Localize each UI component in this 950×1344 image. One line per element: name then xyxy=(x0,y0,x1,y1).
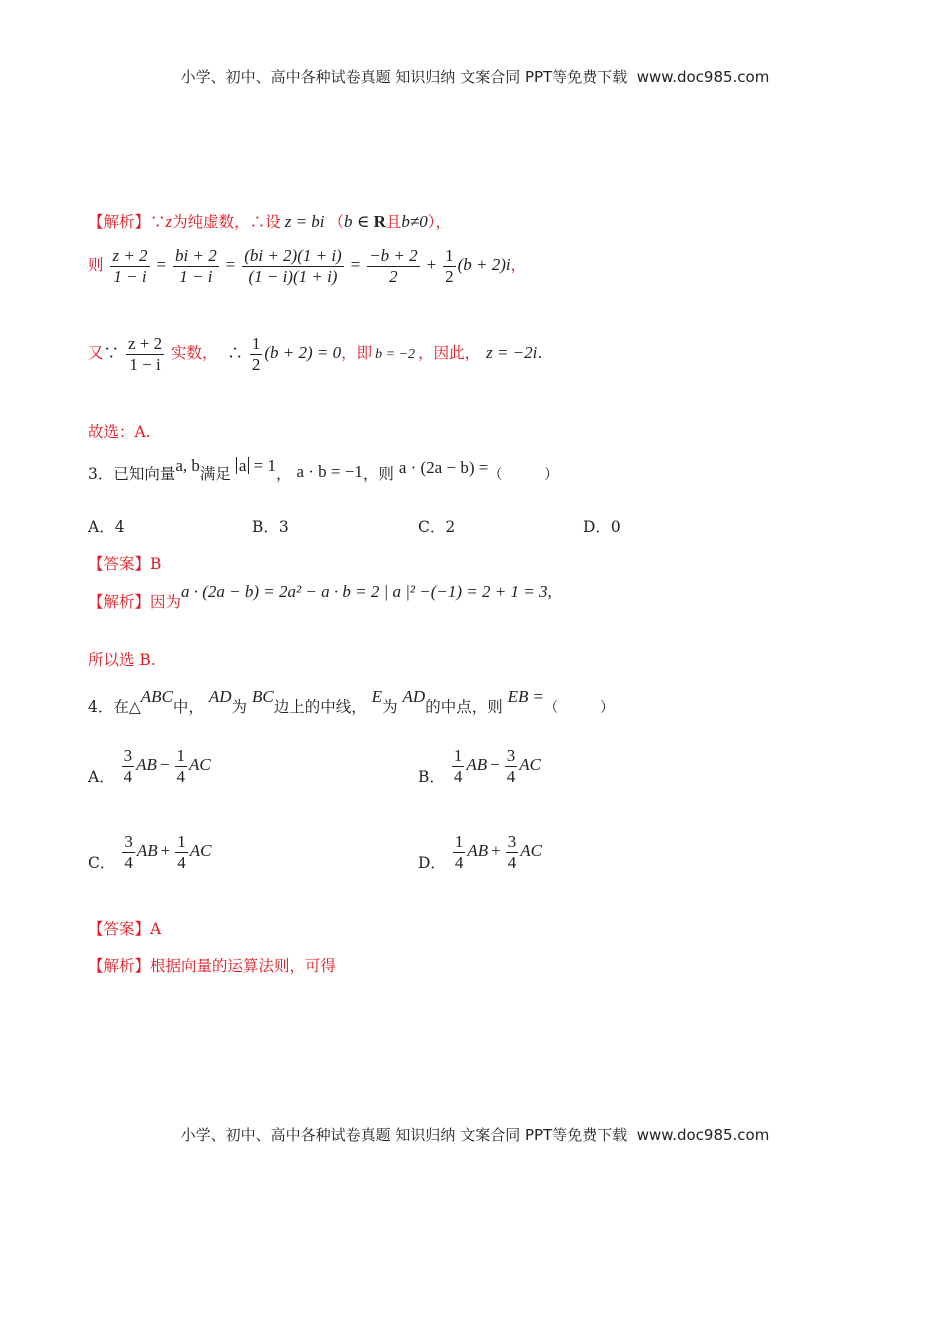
math-ad: AD xyxy=(402,687,426,706)
header-url: www.doc985.com xyxy=(636,68,770,86)
vector-ac: AC xyxy=(189,755,211,775)
header-text: 小学、初中、高中各种试卷真题 知识归纳 文案合同 PPT等免费下载 xyxy=(180,68,628,86)
denominator: 4 xyxy=(453,766,463,786)
text: 为 xyxy=(231,698,248,716)
denominator: 1 − i xyxy=(129,354,161,374)
q4-option-d xyxy=(418,832,542,872)
denominator: (1 − i)(1 + i) xyxy=(248,266,338,286)
text: 为纯虚数， xyxy=(172,213,250,231)
numerator: 3 xyxy=(124,832,133,851)
text: 设 xyxy=(265,213,281,231)
math-e: E xyxy=(371,687,383,706)
denominator: 1 − i xyxy=(179,266,213,286)
fraction xyxy=(122,832,135,872)
math-eq: (b + 2) = 0 xyxy=(264,343,342,363)
fraction xyxy=(443,246,456,286)
math-dot: a · b = −1 xyxy=(296,462,363,481)
fraction xyxy=(126,334,164,374)
prev-solution-line-2 xyxy=(88,246,526,286)
math-bval: b = −2 xyxy=(375,347,416,363)
math-ad: AD xyxy=(208,687,232,706)
vector-ab: AB xyxy=(466,755,488,775)
math-zval: z = −2i xyxy=(486,343,538,363)
denominator: 1 − i xyxy=(113,266,147,286)
denominator: 4 xyxy=(123,766,133,786)
math-abc: ABC xyxy=(140,687,173,706)
numerator: 3 xyxy=(506,746,516,765)
math-tail: (b + 2)i xyxy=(457,255,511,275)
answer-paren: （ ） xyxy=(544,700,615,716)
q3-conclusion: 所以选 B. xyxy=(88,651,156,669)
solution-label: 【解析】 xyxy=(88,213,151,231)
denominator: 4 xyxy=(176,766,186,786)
operator: + xyxy=(160,841,171,861)
q3-solution xyxy=(88,582,552,612)
abs-eq: = 1 xyxy=(249,456,277,475)
fraction xyxy=(242,246,344,286)
denominator: 4 xyxy=(506,766,516,786)
fraction xyxy=(122,746,135,786)
q4-option-c xyxy=(88,832,211,872)
paren: （ xyxy=(328,213,345,231)
math-abs xyxy=(236,456,276,475)
math-vars: a, b xyxy=(175,456,200,475)
text: 中， xyxy=(172,698,204,716)
vector-ac: AC xyxy=(520,841,542,861)
vector-ab: AB xyxy=(136,841,158,861)
fraction xyxy=(505,746,518,786)
text: ，则 xyxy=(362,465,394,483)
text: 则 xyxy=(88,256,104,275)
page-footer xyxy=(0,1124,950,1145)
denominator: 2 xyxy=(251,354,261,374)
var-b: b xyxy=(344,212,353,231)
equals: = xyxy=(156,255,167,275)
in-symbol: ∈ xyxy=(352,212,374,231)
text: 实数， xyxy=(171,344,218,363)
footer-text: 小学、初中、高中各种试卷真题 知识归纳 文案合同 PPT等免费下载 xyxy=(180,1126,628,1144)
text: ，即 xyxy=(341,344,373,363)
equals: = xyxy=(350,255,361,275)
since-symbol: ∵ xyxy=(103,344,120,363)
numerator: 1 xyxy=(177,832,186,851)
denominator: 4 xyxy=(177,852,186,872)
option-label: A． xyxy=(88,768,115,787)
equals: = xyxy=(225,255,236,275)
therefore-symbol: ∴ xyxy=(249,213,266,231)
text: ， xyxy=(510,256,527,275)
option-label: B． xyxy=(418,768,445,787)
plus: + xyxy=(426,255,437,275)
fraction xyxy=(173,246,219,286)
vector-ac: AC xyxy=(189,841,212,861)
numerator: 3 xyxy=(507,832,517,851)
solution-label: 【解析】因为 xyxy=(88,593,182,611)
fraction xyxy=(175,746,188,786)
math-bc: BC xyxy=(251,687,274,706)
fraction xyxy=(452,746,465,786)
denominator: 2 xyxy=(445,266,454,286)
fraction xyxy=(110,246,149,286)
page-header xyxy=(0,66,950,87)
q3-option-c: C．2 xyxy=(418,518,456,536)
q4-answer: 【答案】A xyxy=(88,920,162,938)
q4-option-b xyxy=(418,746,541,786)
option-label: D． xyxy=(418,854,446,873)
abs-inner: a xyxy=(236,457,250,474)
numerator: −b + 2 xyxy=(369,246,418,265)
q4-stem xyxy=(88,687,615,717)
operator: − xyxy=(490,755,500,775)
prev-solution-line-3 xyxy=(88,334,542,374)
prev-solution-line-1 xyxy=(88,210,451,232)
text: ，因此， xyxy=(418,344,481,363)
math-cond: b≠0 xyxy=(401,212,428,231)
q4-number: 4．在△ xyxy=(88,698,141,716)
math-z-eq: z = bi xyxy=(284,212,325,231)
text: 的中点，则 xyxy=(425,698,503,716)
q3-option-a: A．4 xyxy=(88,518,125,536)
denominator: 4 xyxy=(454,852,464,872)
q3-answer: 【答案】B xyxy=(88,555,162,573)
prev-conclusion: 故选：A. xyxy=(88,423,151,441)
vector-ab: AB xyxy=(136,755,157,775)
footer-url: www.doc985.com xyxy=(636,1126,770,1144)
math-eb: EB = xyxy=(507,687,545,706)
var-z: z xyxy=(165,212,173,231)
denominator: 2 xyxy=(389,266,398,286)
denominator: 4 xyxy=(507,852,517,872)
set-R: R xyxy=(373,212,386,231)
text: ， xyxy=(276,465,292,483)
operator: + xyxy=(491,841,501,861)
q3-option-b: B．3 xyxy=(252,518,289,536)
option-label: C． xyxy=(88,854,116,873)
operator: − xyxy=(159,755,170,775)
fraction xyxy=(506,832,519,872)
since-symbol: ∵ xyxy=(150,213,166,231)
numerator: 3 xyxy=(123,746,133,765)
numerator: 1 xyxy=(176,746,186,765)
numerator: 1 xyxy=(453,746,463,765)
q3-number: 3．已知向量 xyxy=(88,465,176,483)
text: 且 xyxy=(385,213,402,231)
vector-ac: AC xyxy=(519,755,541,775)
text: 为 xyxy=(382,698,398,716)
q3-stem xyxy=(88,456,559,484)
fraction xyxy=(453,832,466,872)
text: . xyxy=(537,344,543,363)
q4-solution: 【解析】根据向量的运算法则，可得 xyxy=(88,957,337,975)
numerator: 1 xyxy=(251,334,261,353)
fraction xyxy=(250,334,263,374)
paren: ）， xyxy=(427,213,452,231)
math-solution: a · (2a − b) = 2a² − a · b = 2 | a |² −(−1) = 2 + 1 = 3, xyxy=(181,582,552,601)
q3-option-d: D．0 xyxy=(583,518,621,536)
numerator: z + 2 xyxy=(112,246,148,265)
numerator: z + 2 xyxy=(127,334,163,353)
q4-option-a xyxy=(88,746,211,786)
text: 边上的中线， xyxy=(273,698,367,716)
text: 满足 xyxy=(199,465,231,483)
text: 又 xyxy=(88,344,104,363)
math-expr: a · (2a − b) = xyxy=(398,458,489,477)
fraction xyxy=(175,832,188,872)
numerator: 1 xyxy=(445,246,454,265)
numerator: 1 xyxy=(454,832,464,851)
denominator: 4 xyxy=(124,852,133,872)
vector-ab: AB xyxy=(467,841,489,861)
numerator: bi + 2 xyxy=(175,246,217,265)
numerator: (bi + 2)(1 + i) xyxy=(244,246,342,265)
fraction xyxy=(367,246,419,286)
therefore-symbol: ∴ xyxy=(227,344,243,363)
answer-paren: （ ） xyxy=(488,467,559,483)
